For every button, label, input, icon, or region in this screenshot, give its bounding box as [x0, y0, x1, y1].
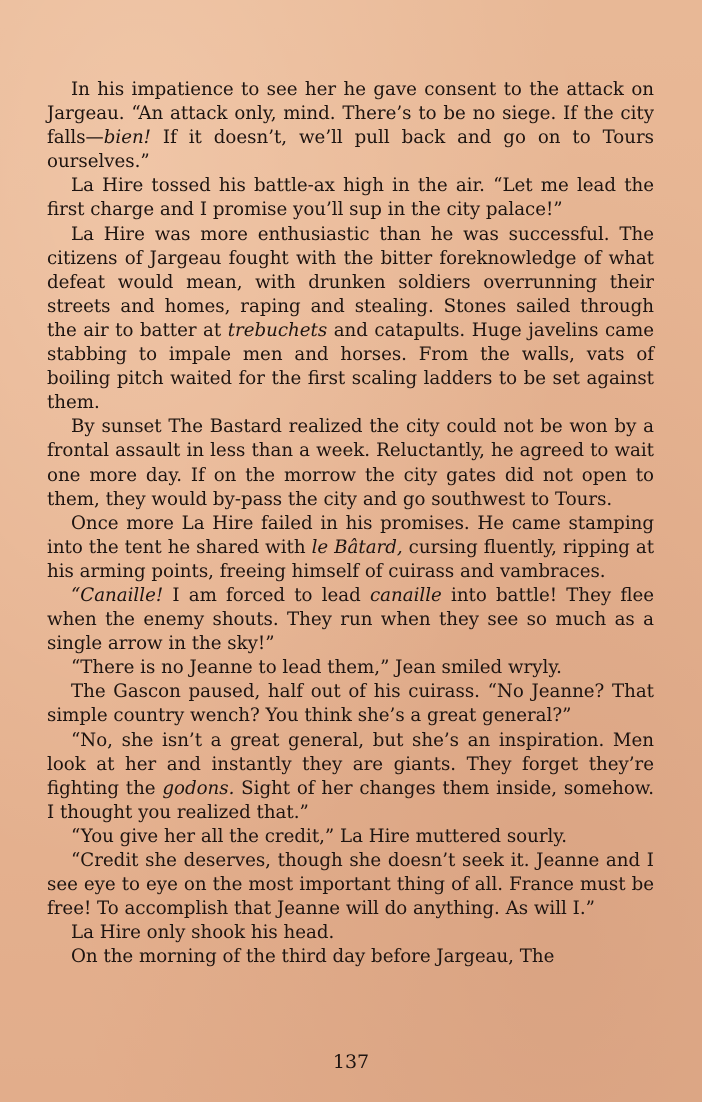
text-run: The Gascon paused, half out of his cuirass. “No Jeanne? That simple country wench? You think she’s a great general?” — [47, 681, 654, 727]
italic-text: canaille — [370, 584, 442, 606]
text-run: La Hire only shook his head. — [71, 922, 335, 944]
paragraph — [47, 78, 654, 174]
italic-text: “Canaille! — [71, 584, 164, 606]
text-run: On the morning of the third day before Jargeau, The — [71, 946, 555, 968]
text-run: Once more La Hire failed in his promises. He came stamping into the tent he shared with — [47, 512, 654, 558]
italic-text: le Bâtard, — [311, 536, 403, 558]
paragraph — [47, 680, 654, 728]
text-run: “You give her all the credit,” La Hire muttered sourly. — [71, 825, 567, 847]
italic-text: trebuchets — [227, 319, 328, 341]
paragraph — [47, 223, 654, 416]
italic-text: bien! — [103, 127, 151, 149]
text-run: “There is no Jeanne to lead them,” Jean smiled wryly. — [71, 657, 562, 679]
paragraph — [47, 656, 654, 680]
text-run: In his impatience to see her he gave consent to the attack on Jargeau. “An attack only, mind. There’s to be no siege. If the city falls— — [47, 79, 654, 149]
text-run: “No, she isn’t a great general, but she’s an inspiration. Men look at her and instantly they are giants. They forget they’re fighting the — [47, 729, 654, 799]
paragraph — [47, 174, 654, 222]
text-run: into battle! They flee when the enemy shouts. They run when they see so much as a single arrow in the sky!” — [47, 584, 654, 655]
paragraph — [47, 512, 654, 584]
body-text — [47, 78, 654, 969]
text-run: “Credit she deserves, though she doesn’t seek it. Jeanne and I see eye to eye on the most important thing of all. France must be free! To accomplish that Jeanne will do anything. As will I.” — [47, 850, 654, 920]
paragraph — [47, 415, 654, 511]
text-run: La Hire tossed his battle-ax high in the air. “Let me lead the first charge and I promise you’ll sup in the city palace!” — [47, 175, 654, 221]
paragraph — [47, 729, 654, 825]
text-run: and catapults. Huge javelins came stabbing to impale men and horses. From the walls, vats of boiling pitch waited for the first scaling ladders to be set against them. — [47, 319, 654, 414]
paragraph — [47, 849, 654, 921]
paragraph — [47, 921, 654, 945]
page-number: 137 — [332, 1051, 370, 1073]
text-run: By sunset The Bastard realized the city could not be won by a frontal assault in less than a week. Reluctantly, he agreed to wait one more day. If on the morrow the city gates did not open to them, they would by-pass the city and go southwest to Tours. — [47, 416, 654, 510]
text-run: If it doesn’t, we’ll pull back and go on to Tours ourselves.” — [47, 127, 654, 173]
paragraph — [47, 825, 654, 849]
text-run: La Hire was more enthusiastic than he was successful. The citizens of Jargeau fought with the bitter foreknowledge of what defeat would mean, with drunken soldiers overrunning their streets and homes, raping and stealing. Stones sailed through the air to batter at — [47, 223, 654, 341]
text-run: cursing fluently, ripping at his arming points, freeing himself of cuirass and vambraces. — [47, 536, 655, 582]
paragraph — [47, 945, 654, 969]
paragraph — [47, 584, 654, 656]
text-run: Sight of her changes them inside, somehow. I thought you realized that.” — [47, 777, 654, 823]
italic-text: godons. — [162, 777, 235, 799]
text-run: I am forced to lead — [163, 584, 370, 606]
